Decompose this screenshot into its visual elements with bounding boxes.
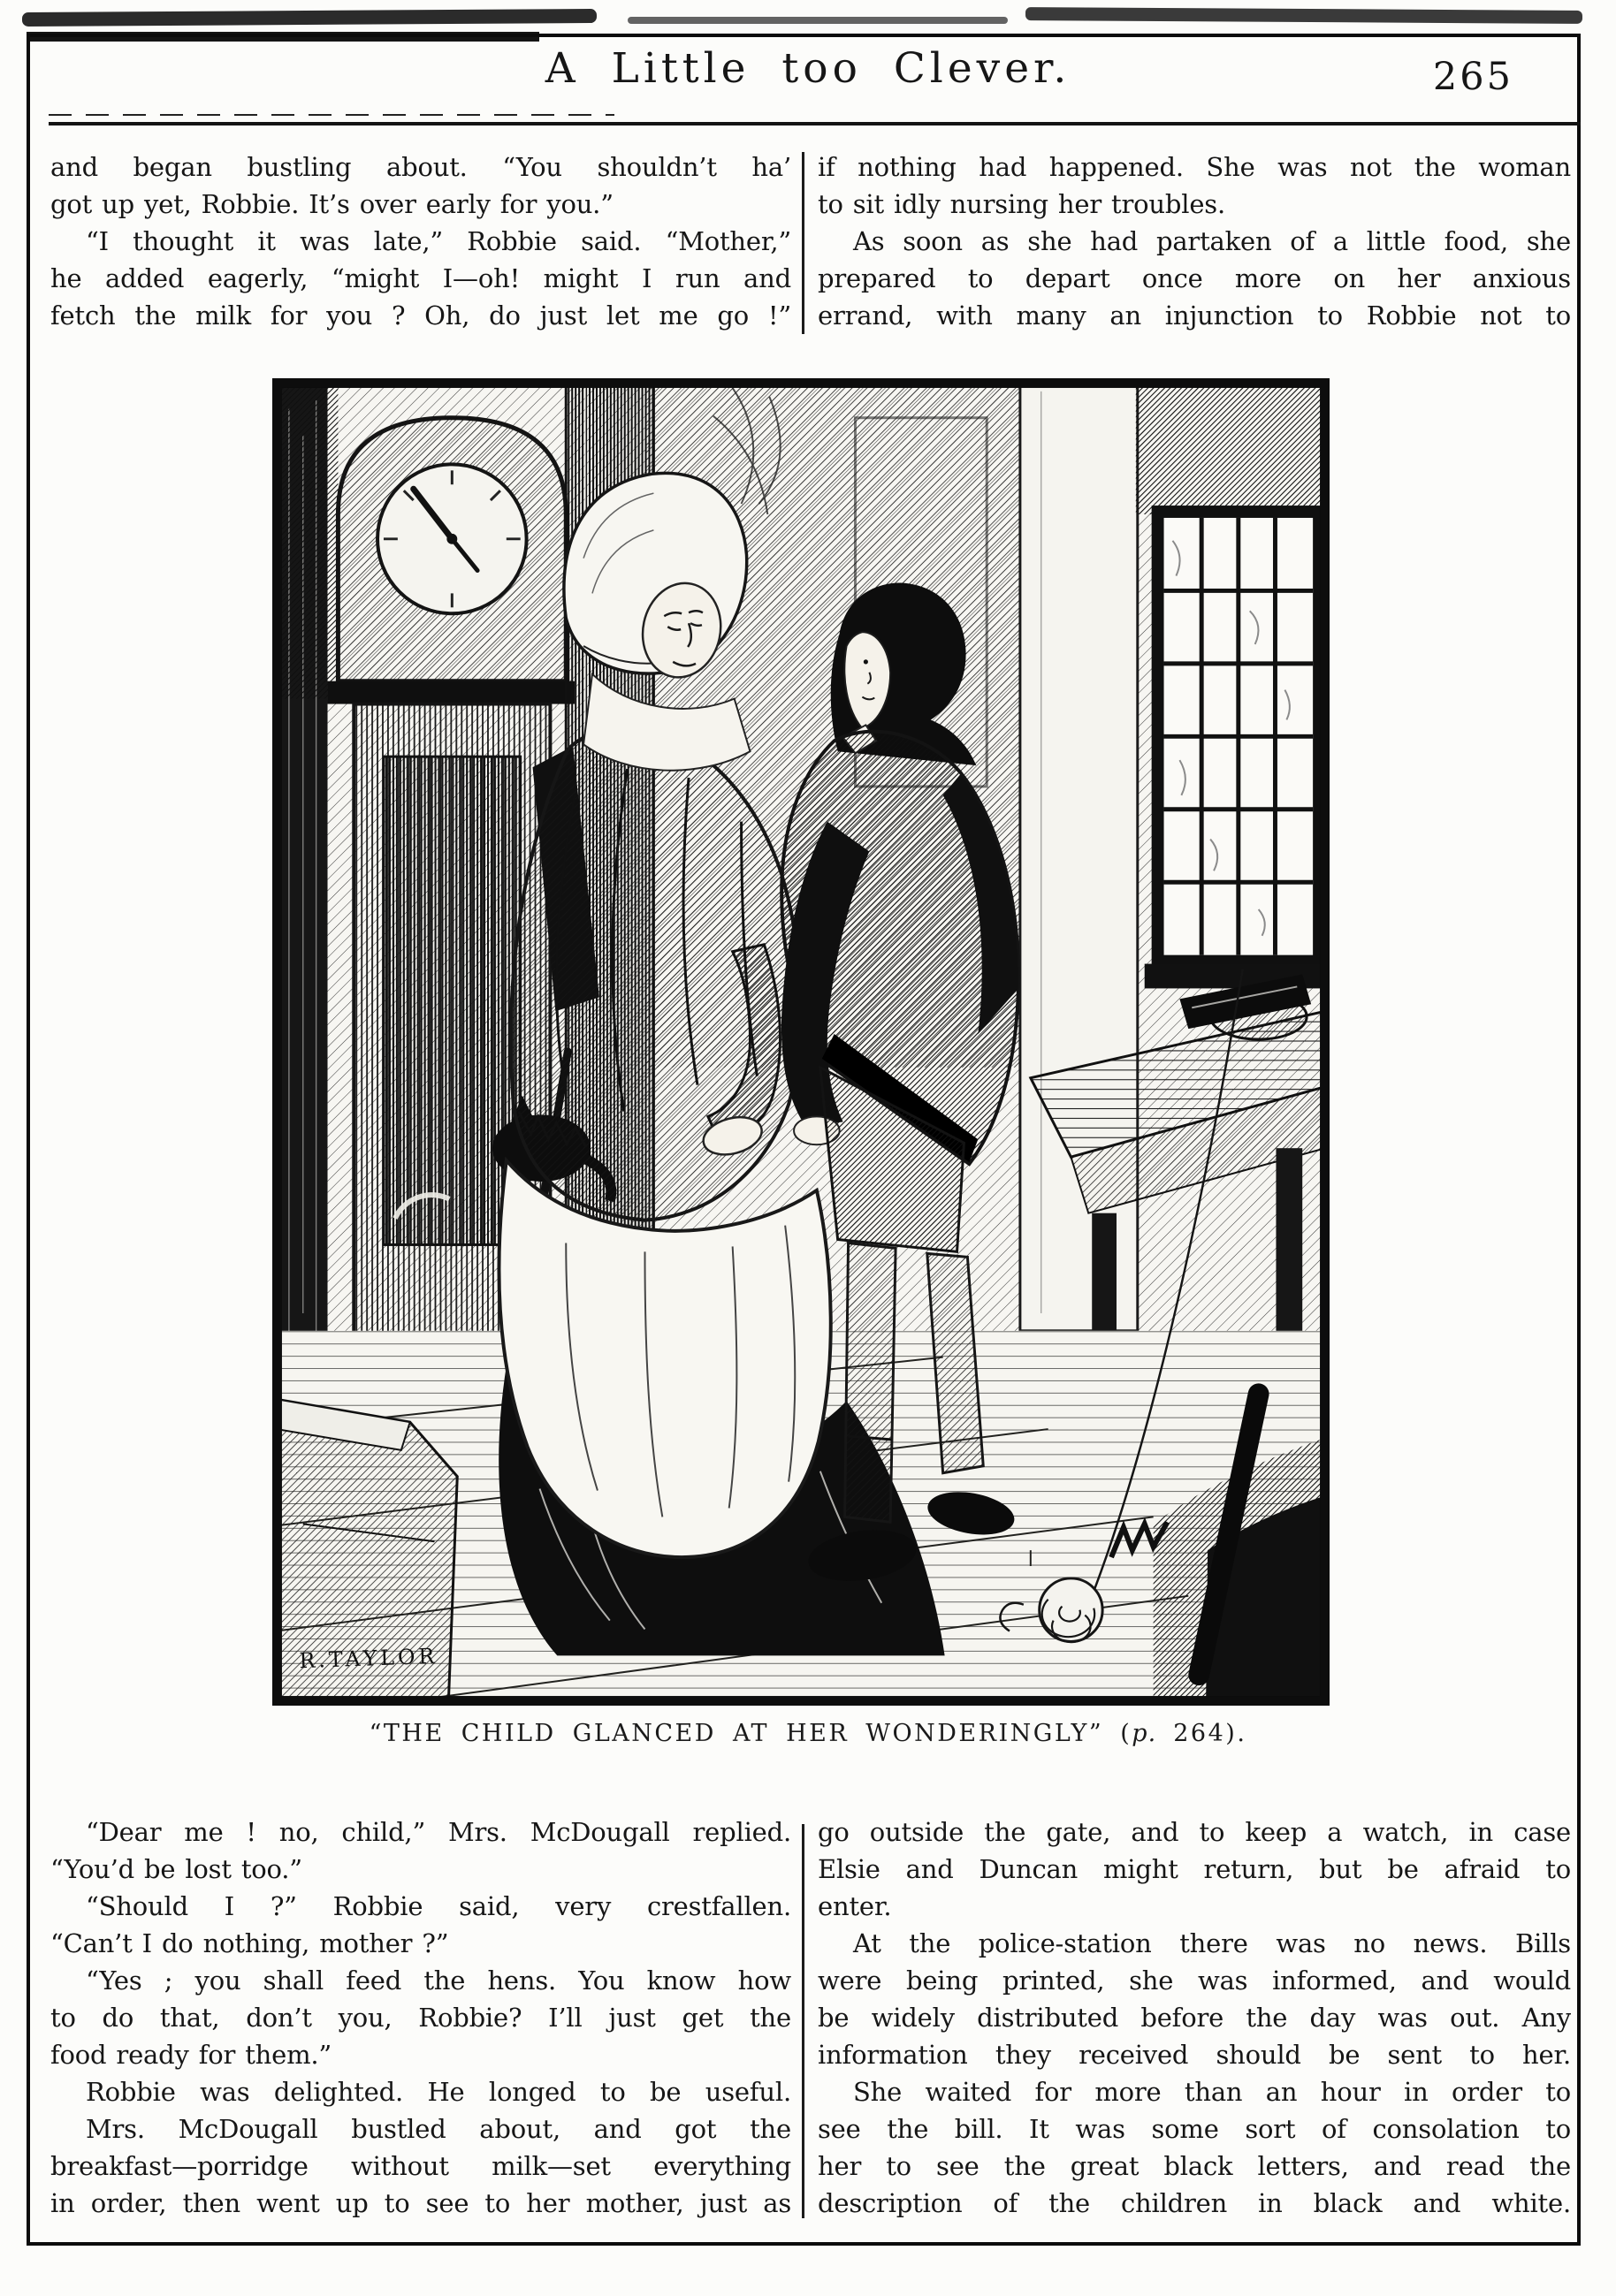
leaded-window <box>1145 506 1325 988</box>
page-title: A Little too Clever. <box>545 44 1071 93</box>
text-line: and began bustling about. “You shouldn’t ha’ <box>50 152 791 182</box>
text-line: “I thought it was late,” Robbie said. “Mother,” <box>86 226 791 256</box>
column-top-left <box>50 148 791 334</box>
text-line: to do that, don’t you, Robbie? I’ll just get the <box>50 2003 791 2033</box>
text-line: errand, with many an injunction to Robbie not to <box>818 300 1571 331</box>
text-line: Robbie was delighted. He longed to be useful. <box>86 2077 791 2107</box>
header-rule-thin <box>49 114 614 116</box>
column-top-right <box>818 148 1571 334</box>
text-line: got up yet, Robbie. It’s over early for you.” <box>50 189 614 219</box>
text-line: see the bill. It was some sort of consolation to <box>818 2114 1571 2144</box>
text-line: “Should I ?” Robbie said, very crestfallen. <box>86 1891 791 1921</box>
clock-trunk-door <box>384 756 521 1244</box>
scan-noise <box>22 9 597 27</box>
text-line: “Dear me ! no, child,” Mrs. McDougall replied. <box>86 1817 791 1847</box>
column-divider-top <box>802 152 804 334</box>
text-line: food ready for them.” <box>50 2040 332 2070</box>
boy-leg-front <box>845 1243 896 1522</box>
text-line: her to see the great black letters, and read the <box>818 2151 1571 2181</box>
header-rule <box>49 122 1581 125</box>
text-line: breakfast—porridge without milk—set everything <box>50 2151 791 2181</box>
clock-cornice <box>328 681 576 704</box>
caption-page-ref: p. <box>1132 1720 1157 1747</box>
text-line: enter. <box>818 1891 892 1921</box>
column-divider-bottom <box>802 1824 804 2218</box>
text-line: At the police-station there was no news. Bills <box>853 1928 1571 1958</box>
text-line: go outside the gate, and to keep a watch, in case <box>818 1817 1571 1847</box>
wall-above-window <box>1136 383 1325 514</box>
text-line: As soon as she had partaken of a little food, she <box>853 226 1571 256</box>
text-line: Mrs. McDougall bustled about, and got the <box>86 2114 791 2144</box>
text-line: description of the children in black and white. <box>818 2188 1571 2218</box>
scan-noise <box>1025 7 1582 24</box>
text-line: be widely distributed before the day was out. Any <box>818 2003 1571 2033</box>
text-line: information they received should be sent to her. <box>818 2040 1571 2070</box>
text-line: if nothing had happened. She was not the woman <box>818 152 1571 182</box>
text-line: in order, then went up to see to her mother, just as <box>50 2188 791 2218</box>
text-line: to sit idly nursing her troubles. <box>818 189 1225 219</box>
text-line: were being printed, she was informed, and would <box>818 1965 1571 1996</box>
caption-text: “THE CHILD GLANCED AT HER WONDERINGLY” <box>369 1720 1104 1747</box>
text-line: “Can’t I do nothing, mother ?” <box>50 1928 449 1958</box>
text-line: he added eagerly, “might I—oh! might I run and <box>50 263 791 293</box>
text-line: Elsie and Duncan might return, but be afraid to <box>818 1854 1571 1884</box>
page-number: 265 <box>1432 55 1513 99</box>
scan-noise <box>628 17 1008 24</box>
text-line: fetch the milk for you ? Oh, do just let me go !” <box>50 300 791 331</box>
engraving-scene <box>277 383 1325 1701</box>
illustration-engraving <box>272 378 1330 1706</box>
column-bottom-left <box>50 1813 791 2222</box>
illustration-caption: “THE CHILD GLANCED AT HER WONDERINGLY” (p. 264). <box>369 1720 1247 1747</box>
column-bottom-right <box>818 1813 1571 2222</box>
text-line: She waited for more than an hour in order to <box>853 2077 1571 2107</box>
text-line: “You’d be lost too.” <box>50 1854 302 1884</box>
text-line: prepared to depart once more on her anxious <box>818 263 1571 293</box>
artist-signature: R.TAYLOR <box>299 1643 438 1674</box>
text-line: “Yes ; you shall feed the hens. You know how <box>86 1965 791 1996</box>
